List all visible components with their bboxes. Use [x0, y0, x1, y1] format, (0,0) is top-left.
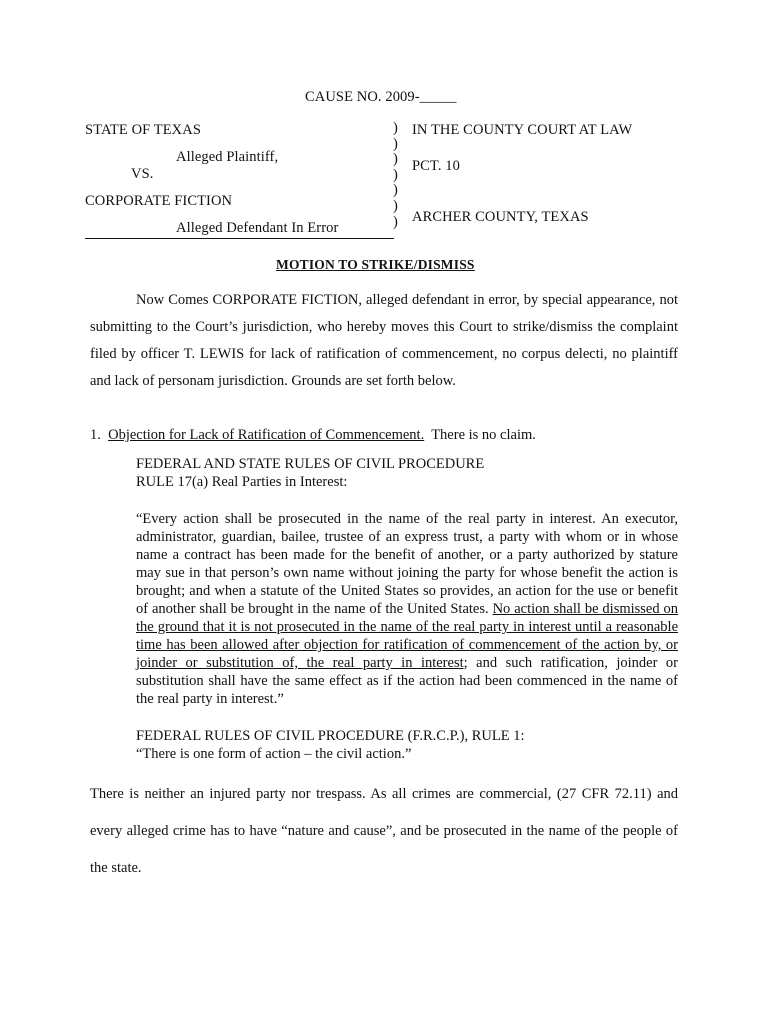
caption-separator [393, 121, 398, 230]
versus: VS. [131, 166, 154, 182]
precinct: PCT. 10 [412, 158, 460, 174]
frcp-quote: “There is one form of action – the civil action.” [136, 746, 412, 762]
rule-17-quote [136, 510, 678, 708]
paren: ) [393, 135, 398, 152]
rule-17-title: RULE 17(a) Real Parties in Interest: [136, 474, 348, 490]
section-number: 1. [90, 427, 101, 443]
paren: ) [393, 182, 398, 199]
section-heading: Objection for Lack of Ratification of Commencement. [108, 427, 425, 443]
rules-title: FEDERAL AND STATE RULES OF CIVIL PROCEDURE [136, 456, 485, 472]
closing-paragraph [90, 776, 678, 887]
cause-number: CAUSE NO. 2009-_____ [305, 89, 457, 105]
plaintiff-role: Alleged Plaintiff, [176, 149, 279, 165]
frcp-block [136, 727, 678, 763]
quote-underlined: No action shall be dismissed on the ground that it is not prosecuted in the name of the real party in interest until a reasonable time has been allowed after objection for ratification of commencement of the action by, or joinder or substitution of, the real party in interest [136, 601, 679, 671]
quote-part-2: ; and such ratification, joinder or substitution shall have the same effect as if the action had been commenced in the name of the real party in interest.” [136, 655, 678, 707]
quote-part-1: “Every action shall be prosecuted in the name of the real party in interest. An executor, administrator, guardian, bailee, trustee of an express trust, a party with whom or in whose name a contract has been made for the benefit of another, or a party authorized by stature may sue in that person’s own name without joining the party for whose benefit the action is brought; and when a statute of the United States so provides, an action for the use or benefit of another shall be brought in the name of the United States. [136, 511, 678, 617]
paren: ) [393, 166, 398, 183]
caption-underline [85, 238, 394, 239]
defendant-role: Alleged Defendant In Error [176, 220, 339, 236]
rules-header [136, 455, 678, 491]
intro-text: Now Comes CORPORATE FICTION, alleged defendant in error, by special appearance, not submitting to the Court’s jurisdiction, who hereby moves this Court to strike/dismiss the complaint filed by officer T. LEWIS for lack of ratification of commencement, no corpus delecti, no plaintiff and lack of personam jurisdiction. Grounds are set forth below. [90, 292, 678, 389]
paren: ) [393, 197, 398, 214]
closing-text: There is neither an injured party nor trespass. As all crimes are commercial, (27 CFR 72.11) and every alleged crime has to have “nature and cause”, and be prosecuted in the name of the people of the state. [90, 786, 678, 876]
paren: ) [393, 120, 398, 136]
intro-paragraph [90, 287, 678, 395]
document-title: MOTION TO STRIKE/DISMISS [276, 257, 475, 272]
section-heading-tail: There is no claim. [431, 427, 536, 443]
defendant-name: CORPORATE FICTION [85, 193, 233, 209]
paren: ) [393, 151, 398, 168]
court-name: IN THE COUNTY COURT AT LAW [412, 122, 633, 138]
plaintiff-name: STATE OF TEXAS [85, 122, 201, 138]
county: ARCHER COUNTY, TEXAS [412, 209, 589, 225]
paren: ) [393, 213, 398, 230]
section-1-heading [90, 427, 536, 444]
frcp-title: FEDERAL RULES OF CIVIL PROCEDURE (F.R.C.P.), RULE 1: [136, 728, 525, 744]
